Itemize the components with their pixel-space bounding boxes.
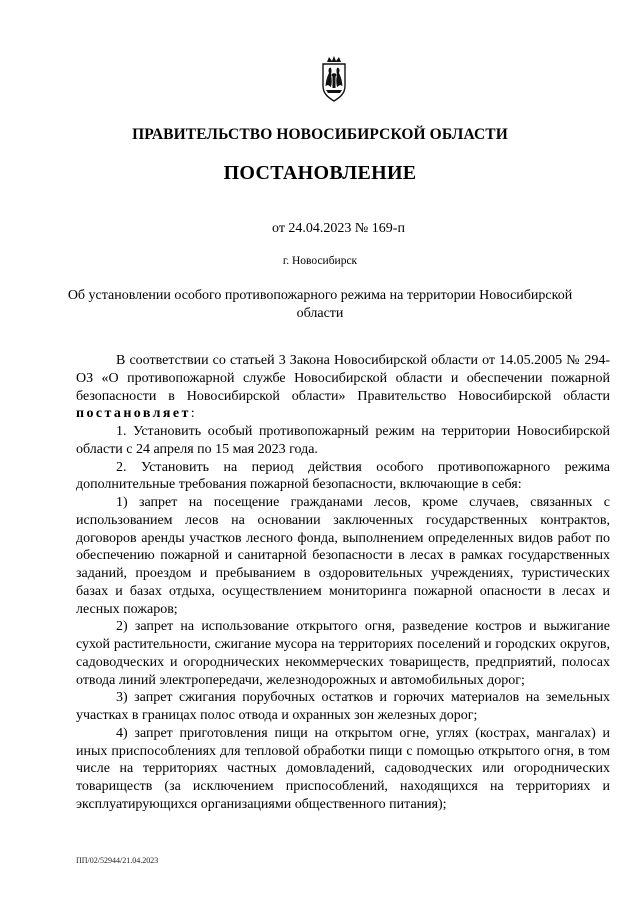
intro-colon: :: [190, 406, 195, 422]
coat-of-arms-emblem: [316, 56, 352, 102]
subparagraph-2: 2) запрет на использование открытого огня, разведение костров и выжигание сухой растительности, сжигание мусора на территориях поселений и городских округов, садоводческих и огороднических некоммерческих товариществ, предприятий, полосах отвода линий электропередачи, железнодорожных и автомобильных дорог;: [76, 619, 610, 688]
document-type: ПОСТАНОВЛЕНИЕ: [223, 162, 417, 184]
document-city: г. Новосибирск: [282, 255, 358, 267]
document-footer-code: ПП/02/52944/21.04.2023: [76, 856, 159, 865]
document-title: Об установлении особого противопожарного режима на территории Новосибирской области: [67, 288, 573, 321]
organization-name: ПРАВИТЕЛЬСТВО НОВОСИБИРСКОЙ ОБЛАСТИ: [132, 126, 508, 143]
intro-action-word: постановляет: [76, 406, 191, 422]
document-date-number: от 24.04.2023 № 169-п: [272, 221, 405, 236]
paragraph-2: 2. Установить на период действия особого противопожарного режима дополнительные требования пожарной безопасности, включающие в себя:: [76, 459, 610, 493]
subparagraph-1: 1) запрет на посещение гражданами лесов, кроме случаев, связанных с использованием лесов на основании заключенных государственных контрактов, договоров аренды участков лесного фонда, выполнением определенных видов работ по обеспечению пожарной и санитарной безопасности в лесах в рамках государственных заданий, проездом и пребыванием в оздоровительных учреждениях, туристических базах и базах отдыха, осуществлением мониторинга пожарной опасности в лесах и лесных пожаров;: [76, 495, 610, 617]
paragraph-1: 1. Установить особый противопожарный режим на территории Новосибирской области с 24 апреля по 15 мая 2023 года.: [76, 424, 610, 457]
intro-text: В соответствии со статьей 3 Закона Новосибирской области от 14.05.2005 № 294-ОЗ «О противопожарной службе Новосибирской области и обеспечении пожарной безопасности в Новосибирской области» Правительство Новосибирской области: [76, 353, 610, 404]
intro-paragraph: [76, 352, 610, 423]
subparagraph-4: 4) запрет приготовления пищи на открытом огне, углях (кострах, мангалах) и иных приспособлениях для тепловой обработки пищи с помощью открытого огня, в том числе на территориях частных домовладений, садоводческих или огороднических товариществ (за исключением приспособлений, находящихся на территориях и эксплуатирующихся организациями общественного питания);: [76, 725, 610, 812]
document-body: [76, 352, 610, 814]
subparagraph-3: 3) запрет сжигания порубочных остатков и горючих материалов на земельных участках в границах полос отвода и охранных зон железных дорог;: [76, 690, 610, 723]
